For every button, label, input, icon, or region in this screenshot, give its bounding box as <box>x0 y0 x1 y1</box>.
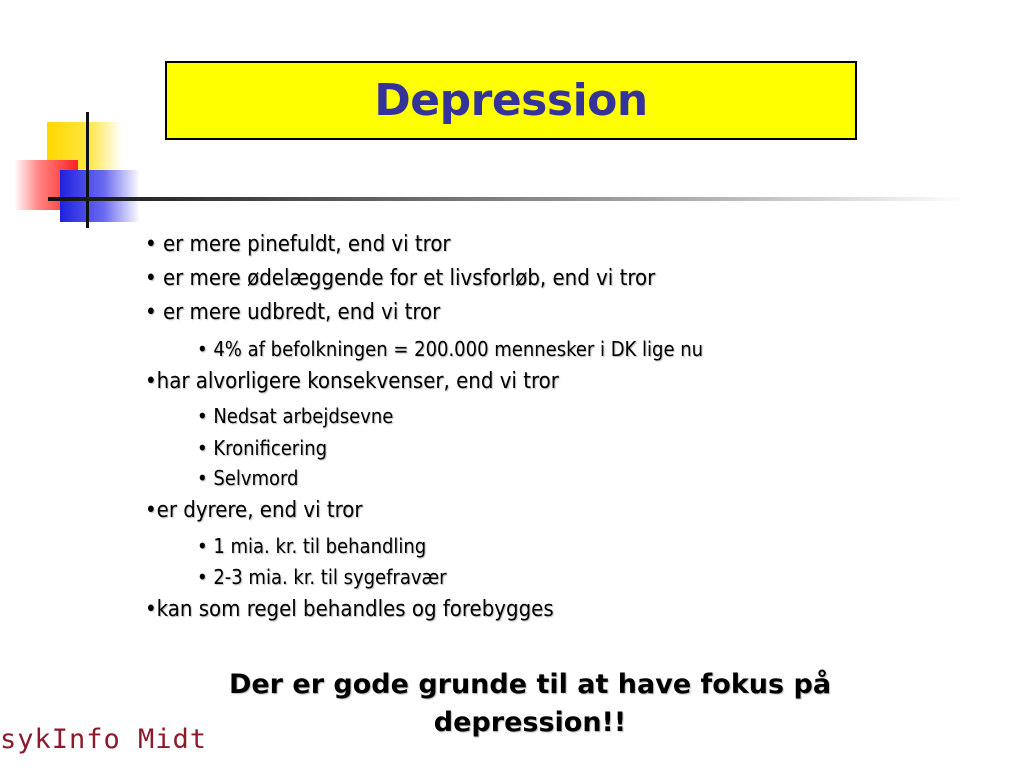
bullet-1: • er mere pinefuldt, end vi tror <box>145 232 451 257</box>
bullet-5: •er dyrere, end vi tror <box>145 498 363 523</box>
sub-bullet-4-3: • Selvmord <box>197 466 299 490</box>
bullet-2: • er mere ødelæggende for et livsforløb, end vi tror <box>145 266 656 291</box>
bullet-4: •har alvorligere konsekvenser, end vi tror <box>145 369 559 394</box>
decor-horizontal-line <box>48 197 968 201</box>
sub-bullet-3-1: • 4% af befolkningen = 200.000 mennesker i DK lige nu <box>197 337 704 361</box>
footer-label: sykInfo Midt <box>0 724 208 755</box>
decor-vertical-line <box>86 112 89 228</box>
sub-bullet-4-1: • Nedsat arbejdsevne <box>197 404 394 428</box>
bullet-6: •kan som regel behandles og forebygges <box>145 597 554 622</box>
title-box <box>165 61 857 140</box>
sub-bullet-5-1: • 1 mia. kr. til behandling <box>197 534 427 558</box>
decor-blue-square <box>60 170 140 222</box>
conclusion-text: Der er gode grunde til at have fokus på depression!! <box>228 669 832 738</box>
sub-bullet-4-2: • Kronificering <box>197 436 328 460</box>
slide-title: Depression <box>374 75 648 126</box>
bullet-3: • er mere udbredt, end vi tror <box>145 300 441 325</box>
sub-bullet-5-2: • 2-3 mia. kr. til sygefravær <box>197 565 447 589</box>
